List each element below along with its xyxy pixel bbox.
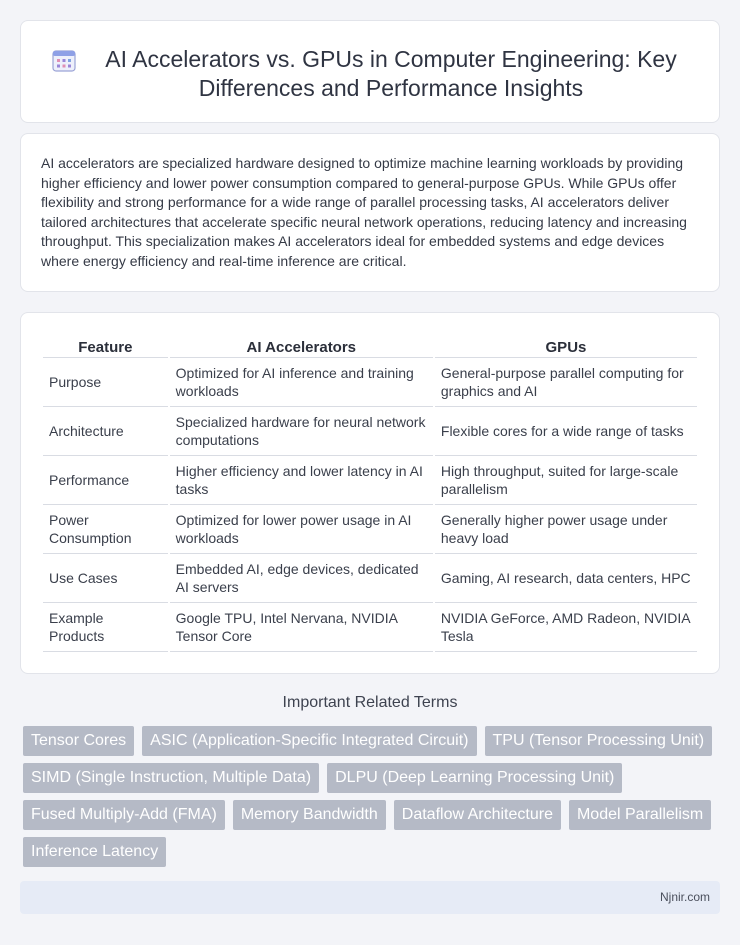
ai-accelerator-cell: Optimized for AI inference and training workloads <box>170 358 433 407</box>
ai-accelerator-cell: Higher efficiency and lower latency in AI tasks <box>170 456 433 505</box>
ai-accelerator-cell: Optimized for lower power usage in AI workloads <box>170 505 433 554</box>
related-terms-title: Important Related Terms <box>282 694 458 711</box>
table-row <box>43 407 697 456</box>
intro-card <box>20 133 720 292</box>
related-term-tag[interactable]: DLPU (Deep Learning Processing Unit) <box>327 763 622 793</box>
gpu-cell: Flexible cores for a wide range of tasks <box>435 407 697 456</box>
ai-accelerator-cell: Embedded AI, edge devices, dedicated AI servers <box>170 554 433 603</box>
feature-cell: Purpose <box>43 358 168 407</box>
feature-cell: Power Consumption <box>43 505 168 554</box>
gpu-cell: NVIDIA GeForce, AMD Radeon, NVIDIA Tesla <box>435 603 697 652</box>
feature-cell: Use Cases <box>43 554 168 603</box>
related-term-tag[interactable]: Fused Multiply-Add (FMA) <box>23 800 225 830</box>
gpu-cell: Gaming, AI research, data centers, HPC <box>435 554 697 603</box>
calendar-grid-icon <box>51 47 77 73</box>
ai-accelerator-cell: Google TPU, Intel Nervana, NVIDIA Tensor Core <box>170 603 433 652</box>
header-gpus: GPUs <box>435 334 697 358</box>
feature-cell: Example Products <box>43 603 168 652</box>
table-row <box>43 554 697 603</box>
footer <box>20 881 720 914</box>
table-row <box>43 505 697 554</box>
table-header-row <box>43 334 697 358</box>
related-terms-list <box>23 726 723 867</box>
related-term-tag[interactable]: SIMD (Single Instruction, Multiple Data) <box>23 763 319 793</box>
title-card <box>20 20 720 123</box>
related-term-tag[interactable]: TPU (Tensor Processing Unit) <box>485 726 713 756</box>
comparison-table <box>41 334 699 652</box>
feature-cell: Architecture <box>43 407 168 456</box>
related-term-tag[interactable]: Dataflow Architecture <box>394 800 561 830</box>
gpu-cell: Generally higher power usage under heavy load <box>435 505 697 554</box>
intro-paragraph: AI accelerators are specialized hardware designed to optimize machine learning workloads by providing higher efficiency and lower power consumption compared to general-purpose GPUs. While GPUs offer flexibility and strong performance for a wide range of parallel processing tasks, AI accelerators deliver tailored architectures that accelerate specific neural network operations, reducing latency and increasing throughput. This specialization makes AI accelerators ideal for embedded systems and edge devices where energy efficiency and real-time inference are critical. <box>41 155 687 269</box>
related-term-tag[interactable]: ASIC (Application-Specific Integrated Circuit) <box>142 726 476 756</box>
related-term-tag[interactable]: Model Parallelism <box>569 800 711 830</box>
table-row <box>43 603 697 652</box>
related-term-tag[interactable]: Inference Latency <box>23 837 166 867</box>
related-term-tag[interactable]: Tensor Cores <box>23 726 134 756</box>
header-feature: Feature <box>43 334 168 358</box>
page-title: AI Accelerators vs. GPUs in Computer Engineering: Key Differences and Performance Insights <box>105 46 677 101</box>
title-wrap <box>21 21 719 103</box>
feature-cell: Performance <box>43 456 168 505</box>
table-row <box>43 358 697 407</box>
gpu-cell: High throughput, suited for large-scale parallelism <box>435 456 697 505</box>
comparison-card <box>20 312 720 674</box>
ai-accelerator-cell: Specialized hardware for neural network computations <box>170 407 433 456</box>
table-row <box>43 456 697 505</box>
related-term-tag[interactable]: Memory Bandwidth <box>233 800 386 830</box>
footer-site-link[interactable]: Njnir.com <box>659 890 710 904</box>
header-ai-accelerators: AI Accelerators <box>170 334 433 358</box>
gpu-cell: General-purpose parallel computing for graphics and AI <box>435 358 697 407</box>
